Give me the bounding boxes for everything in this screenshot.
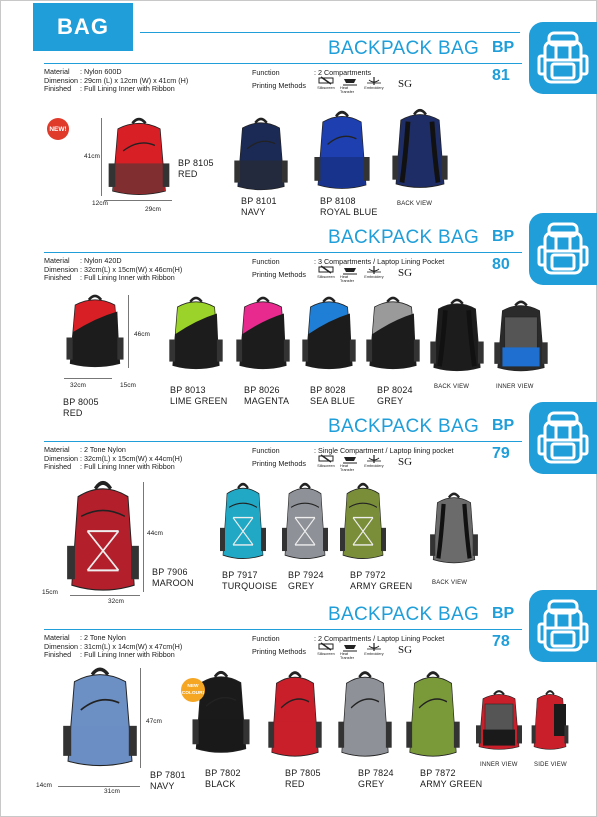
product-code: BP 8028 [310, 385, 346, 395]
backpack-image [428, 490, 480, 566]
function-value: 3 Compartments / Laptop Lining Pocket [318, 257, 445, 266]
backpack-image [64, 477, 142, 595]
height-dimension-line [140, 668, 141, 768]
length-dimension: 31cm [104, 788, 120, 795]
product-color: NAVY [241, 206, 266, 217]
product-code: BP 8026 [244, 385, 280, 395]
product-code: BP 8005 [63, 397, 99, 407]
product-label [244, 385, 289, 406]
backpack-image [167, 294, 225, 372]
length-dimension: 32cm [108, 598, 124, 605]
section-number: 80 [492, 256, 510, 273]
product-color: BACK VIEW [397, 201, 433, 207]
product-label [63, 397, 99, 418]
spec-key: Dimension [44, 75, 78, 85]
spec-value: 2 Tone Nylon [84, 445, 126, 454]
view-label [534, 760, 567, 771]
product-label [377, 385, 413, 406]
heat-transfer-method-icon: Heat Transfer [340, 642, 360, 660]
product-code: BP 7972 [350, 570, 386, 580]
backpack-image [492, 298, 550, 374]
spec-value: Full Lining Inner with Ribbon [84, 462, 175, 472]
silkscreen-method-icon: Silkscreen [316, 76, 336, 90]
spec-row-finished [44, 85, 188, 94]
top-rule [140, 32, 520, 33]
section-side-tab [529, 402, 597, 474]
spec-value: Full Lining Inner with Ribbon [84, 650, 175, 660]
product-label [350, 570, 412, 591]
product-code: BP 7801 [150, 770, 186, 780]
product-color: SEA BLUE [310, 395, 356, 406]
section-code: BP [492, 417, 515, 434]
spec-value: 32cm(L) x 15cm(W) x 44cm(H) [84, 453, 183, 463]
product-label [178, 158, 214, 179]
spec-sep: : [80, 462, 84, 472]
product-color: SIDE VIEW [534, 762, 567, 768]
length-dimension: 32cm [70, 382, 86, 389]
sg-mark: SG [398, 78, 413, 90]
silkscreen-method-icon: Silkscreen [316, 265, 336, 279]
backpack-image [234, 294, 292, 372]
backpack-image [428, 296, 486, 374]
spec-sep: : [80, 67, 84, 76]
section-number: 78 [492, 633, 510, 650]
function-key: Function [252, 634, 280, 643]
backpack-image [232, 115, 290, 193]
product-color: INNER VIEW [496, 384, 534, 390]
backpack-image [106, 115, 172, 198]
spec-sep: : [314, 68, 318, 77]
height-dimension: 46cm [134, 331, 150, 338]
new-badge: NEW! [47, 118, 69, 140]
section-rule [44, 63, 522, 64]
product-label [205, 768, 241, 789]
product-code: BP 7805 [285, 768, 321, 778]
product-label [222, 570, 277, 591]
width-dimension: 12cm [92, 200, 108, 207]
spec-row-finished [44, 274, 182, 283]
product-label [358, 768, 394, 789]
product-code: BP 7917 [222, 570, 258, 580]
height-dimension: 41cm [84, 153, 100, 160]
section-code: BP [492, 605, 515, 622]
view-label [480, 760, 518, 771]
spec-value: Full Lining Inner with Ribbon [84, 84, 175, 94]
product-code: BP 8013 [170, 385, 206, 395]
product-code: BP 8105 [178, 158, 214, 168]
printing-methods-icons [316, 265, 384, 283]
spec-value: 31cm(L) x 14cm(W) x 47cm(H) [84, 641, 183, 651]
product-color: RED [63, 407, 83, 418]
spec-sep: : [80, 75, 84, 85]
length-dimension-line [58, 786, 140, 787]
product-color: NAVY [150, 780, 175, 791]
backpack-image [312, 108, 372, 192]
product-color: MAGENTA [244, 395, 290, 406]
width-dimension: 14cm [36, 782, 52, 789]
spec-key: Material [44, 445, 70, 454]
spec-sep: : [80, 633, 84, 642]
spec-key: Finished [44, 84, 72, 94]
product-color: BLACK [205, 778, 236, 789]
section-title: BACKPACK BAG [328, 604, 480, 625]
spec-sep: : [314, 634, 318, 643]
product-label [285, 768, 321, 789]
product-code: BP 7872 [420, 768, 456, 778]
product-code: BP 8108 [320, 196, 356, 206]
printing-methods-label: Printing Methods [252, 270, 306, 279]
spec-block [44, 634, 182, 660]
product-color: BACK VIEW [434, 384, 470, 390]
backpack-image [390, 106, 450, 191]
product-color: ROYAL BLUE [320, 206, 378, 217]
length-dimension-line [64, 378, 112, 379]
new-badge: NEW COLOUR! [181, 678, 205, 702]
height-dimension-line [128, 295, 129, 368]
spec-key: Finished [44, 462, 72, 472]
spec-sep: : [80, 264, 84, 274]
spec-value: Nylon 600D [84, 67, 122, 76]
function-key: Function [252, 446, 280, 455]
sg-mark: SG [398, 456, 413, 468]
sg-mark: SG [398, 644, 413, 656]
backpack-image [266, 668, 324, 760]
product-color: ARMY GREEN [420, 778, 483, 789]
product-label [320, 196, 378, 217]
section-code: BP [492, 228, 515, 245]
spec-block [44, 446, 182, 472]
spec-value: Full Lining Inner with Ribbon [84, 273, 175, 283]
height-dimension-line [143, 482, 144, 592]
printing-methods-label: Printing Methods [252, 459, 306, 468]
spec-value: Nylon 420D [84, 256, 122, 265]
height-dimension-line [101, 118, 102, 196]
spec-key: Material [44, 256, 70, 265]
spec-block [44, 68, 188, 94]
backpack-image [64, 292, 126, 370]
product-color: GREY [358, 778, 385, 789]
embroidery-method-icon: Embroidery [364, 642, 384, 656]
spec-row-finished [44, 651, 182, 660]
product-label [150, 770, 186, 791]
height-dimension: 44cm [147, 530, 163, 537]
product-code: BP 7802 [205, 768, 241, 778]
product-label [152, 567, 194, 588]
section-code: BP [492, 39, 515, 56]
function-value: Single Compartment / Laptop lining pocket [318, 446, 454, 455]
backpack-image [218, 480, 268, 562]
product-color: ARMY GREEN [350, 580, 413, 591]
length-dimension-line [104, 200, 172, 201]
printing-methods-icons [316, 76, 384, 94]
spec-sep: : [80, 641, 84, 651]
section-rule [44, 629, 522, 630]
backpack-icon [537, 221, 589, 277]
product-label [420, 768, 482, 789]
view-label [496, 382, 534, 393]
spec-sep: : [80, 256, 84, 265]
backpack-image [60, 664, 140, 770]
function-key: Function [252, 68, 280, 77]
product-color: MAROON [152, 577, 194, 588]
backpack-icon [537, 598, 589, 654]
silkscreen-method-icon: Silkscreen [316, 454, 336, 468]
heat-transfer-method-icon: Heat Transfer [340, 265, 360, 283]
backpack-image [364, 294, 422, 372]
section-number: 81 [492, 67, 510, 84]
silkscreen-method-icon: Silkscreen [316, 642, 336, 656]
view-label [432, 578, 467, 589]
printing-methods-label: Printing Methods [252, 81, 306, 90]
backpack-image [530, 688, 570, 752]
product-code: BP 7824 [358, 768, 394, 778]
backpack-image [338, 480, 388, 562]
spec-sep: : [80, 273, 84, 283]
product-color: INNER VIEW [480, 762, 518, 768]
printing-methods-label: Printing Methods [252, 647, 306, 656]
heat-transfer-method-icon: Heat Transfer [340, 454, 360, 472]
spec-key: Dimension [44, 264, 78, 274]
spec-key: Dimension [44, 641, 78, 651]
section-side-tab [529, 213, 597, 285]
product-color: GREY [288, 580, 315, 591]
backpack-image [336, 668, 394, 760]
spec-value: 29cm (L) x 12cm (W) x 41cm (H) [84, 75, 189, 85]
backpack-image [474, 688, 524, 752]
width-dimension: 15cm [120, 382, 136, 389]
section-bp81 [0, 38, 597, 226]
spec-key: Dimension [44, 453, 78, 463]
backpack-image [404, 668, 462, 760]
spec-sep: : [314, 257, 318, 266]
length-dimension-line [70, 595, 140, 596]
product-code: BP 8024 [377, 385, 413, 395]
spec-sep: : [80, 445, 84, 454]
spec-sep: : [314, 446, 318, 455]
embroidery-method-icon: Embroidery [364, 76, 384, 90]
backpack-icon [537, 30, 589, 86]
product-color: LIME GREEN [170, 395, 228, 406]
function-value: 2 Compartments / Laptop Lining Pocket [318, 634, 445, 643]
function-key: Function [252, 257, 280, 266]
product-color: BACK VIEW [432, 580, 468, 586]
embroidery-method-icon: Embroidery [364, 454, 384, 468]
printing-methods-icons [316, 454, 384, 472]
section-title: BACKPACK BAG [328, 38, 480, 59]
section-title: BACKPACK BAG [328, 416, 480, 437]
product-color: RED [178, 168, 198, 179]
printing-methods-icons [316, 642, 384, 660]
width-dimension: 15cm [42, 589, 58, 596]
category-tab: BAG [33, 3, 133, 51]
section-rule [44, 441, 522, 442]
spec-block [44, 257, 182, 283]
spec-sep: : [80, 453, 84, 463]
section-side-tab [529, 590, 597, 662]
spec-key: Material [44, 67, 70, 76]
product-color: TURQUOISE [222, 580, 278, 591]
product-label [288, 570, 324, 591]
heat-transfer-method-icon: Heat Transfer [340, 76, 360, 94]
product-label [170, 385, 228, 406]
spec-sep: : [80, 650, 84, 660]
product-code: BP 8101 [241, 196, 277, 206]
product-label [310, 385, 355, 406]
view-label [397, 199, 432, 210]
spec-value: 32cm(L) x 15cm(W) x 46cm(H) [84, 264, 183, 274]
backpack-image [280, 480, 330, 562]
section-number: 79 [492, 445, 510, 462]
sg-mark: SG [398, 267, 413, 279]
spec-row-finished [44, 463, 182, 472]
section-title: BACKPACK BAG [328, 227, 480, 248]
spec-value: 2 Tone Nylon [84, 633, 126, 642]
product-code: BP 7906 [152, 567, 188, 577]
product-label [241, 196, 277, 217]
spec-key: Finished [44, 650, 72, 660]
length-dimension: 29cm [145, 206, 161, 213]
embroidery-method-icon: Embroidery [364, 265, 384, 279]
product-color: RED [285, 778, 305, 789]
spec-key: Material [44, 633, 70, 642]
spec-sep: : [80, 84, 84, 94]
height-dimension: 47cm [146, 718, 162, 725]
view-label [434, 382, 469, 393]
backpack-image [300, 294, 358, 372]
product-color: GREY [377, 395, 404, 406]
function-value: 2 Compartments [318, 68, 372, 77]
product-code: BP 7924 [288, 570, 324, 580]
section-rule [44, 252, 522, 253]
backpack-icon [537, 410, 589, 466]
spec-key: Finished [44, 273, 72, 283]
section-side-tab [529, 22, 597, 94]
